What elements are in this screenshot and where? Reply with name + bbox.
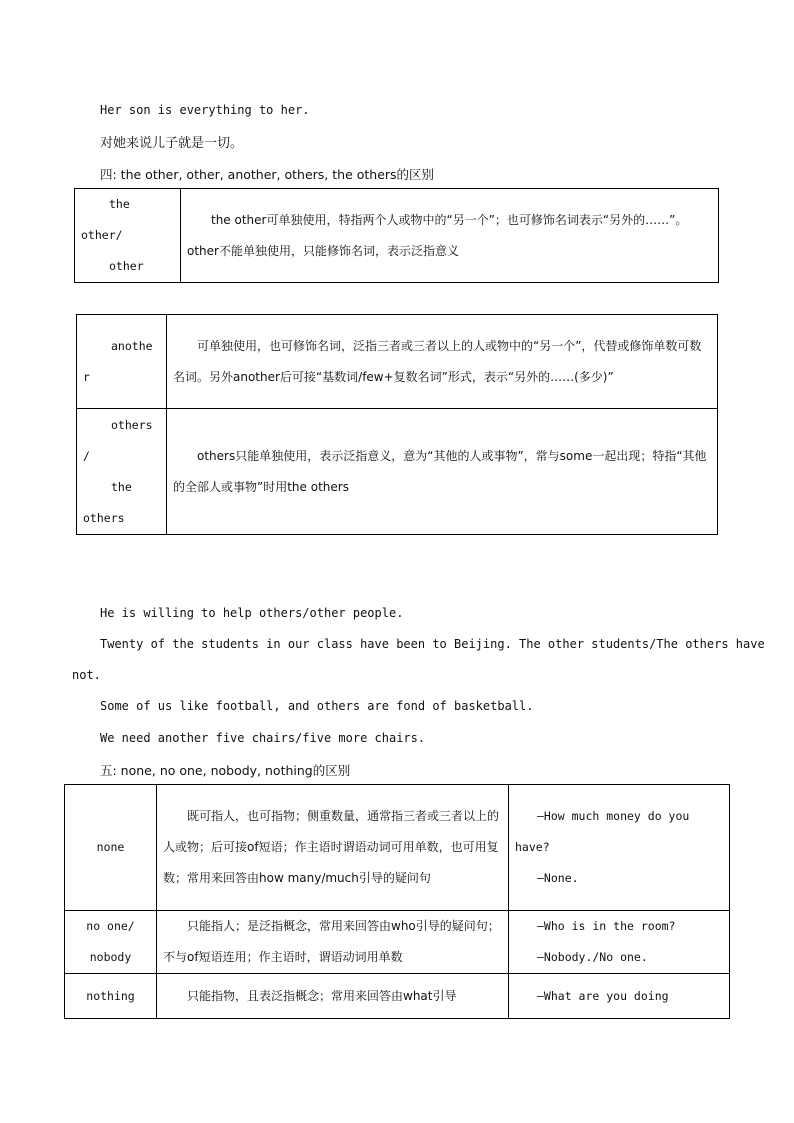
example-cell: [509, 974, 730, 1019]
term-line: /: [83, 448, 90, 463]
table-row: [77, 409, 718, 535]
description-cell: the other可单独使用，特指两个人或物中的“另一个”；也可修饰名词表示“另外的……”。other不能单独使用，只能修饰名词，表示泛指意义: [181, 189, 719, 283]
example-line: have?: [515, 840, 550, 854]
term-cell: [77, 315, 167, 409]
term-line: no one/: [86, 919, 135, 933]
table-the-other: [74, 188, 719, 283]
term-cell: nothing: [65, 974, 157, 1019]
table-row: [65, 785, 730, 911]
term-line: the: [109, 197, 130, 211]
example-line: —What are you doing: [537, 988, 669, 1003]
term-line: other/: [81, 228, 123, 242]
table-none-nobody-nothing: [64, 784, 730, 1019]
example-sentence: Some of us like football, and others are fond of basketball.: [100, 699, 534, 713]
example-sentence: We need another five chairs/five more chairs.: [100, 731, 426, 745]
example-sentence: He is willing to help others/other people.: [100, 606, 404, 620]
example-line: —Nobody./No one.: [537, 950, 648, 964]
table-row: [65, 911, 730, 974]
term-line: others: [111, 417, 153, 432]
section-heading-four: 四: the other, other, another, others, the others的区别: [100, 167, 435, 182]
term-line: nobody: [89, 950, 132, 964]
term-cell: [75, 189, 181, 283]
example-line: —How much money do you: [537, 809, 690, 823]
example-sentence-chinese: 对她来说儿子就是一切。: [100, 136, 244, 151]
example-cell: [509, 911, 730, 974]
term-cell: none: [65, 785, 157, 911]
example-sentence: Twenty of the students in our class have been to Beijing. The other students/The others have: [100, 637, 765, 651]
term-line: other: [109, 259, 144, 273]
example-sentence-continued: not.: [72, 668, 101, 682]
description-cell: 只能指物，且表泛指概念；常用来回答由what引导: [157, 974, 509, 1019]
description-cell: others只能单独使用，表示泛指意义，意为“其他的人或事物”，常与some一起出现；特指“其他的全部人或事物”时用the others: [167, 409, 718, 535]
term-cell: [77, 409, 167, 535]
term-line: anothe: [111, 338, 153, 353]
description-cell: 既可指人，也可指物；侧重数量，通常指三者或三者以上的人或物；后可接of短语；作主语时谓语动词可用单数，也可用复数；常用来回答由how many/much引导的疑问句: [157, 785, 509, 911]
example-line: —None.: [537, 871, 579, 885]
term-line: r: [83, 369, 90, 384]
term-cell: [65, 911, 157, 974]
table-row: [77, 315, 718, 409]
section-heading-five: 五: none, no one, nobody, nothing的区别: [100, 763, 351, 778]
table-row: [65, 974, 730, 1019]
description-cell: 可单独使用，也可修饰名词，泛指三者或三者以上的人或物中的“另一个”，代替或修饰单数可数名词。另外another后可接“基数词/few+复数名词”形式，表示“另外的……(多少)”: [167, 315, 718, 409]
table-another-others: [76, 314, 718, 535]
example-sentence-english: Her son is everything to her.: [100, 103, 310, 117]
example-cell: [509, 785, 730, 911]
term-line: the: [111, 479, 132, 494]
description-cell: 只能指人；是泛指概念，常用来回答由who引导的疑问句；不与of短语连用；作主语时，谓语动词用单数: [157, 911, 509, 974]
term-line: others: [83, 510, 125, 525]
example-line: —Who is in the room?: [537, 919, 676, 933]
table-row: [75, 189, 719, 283]
